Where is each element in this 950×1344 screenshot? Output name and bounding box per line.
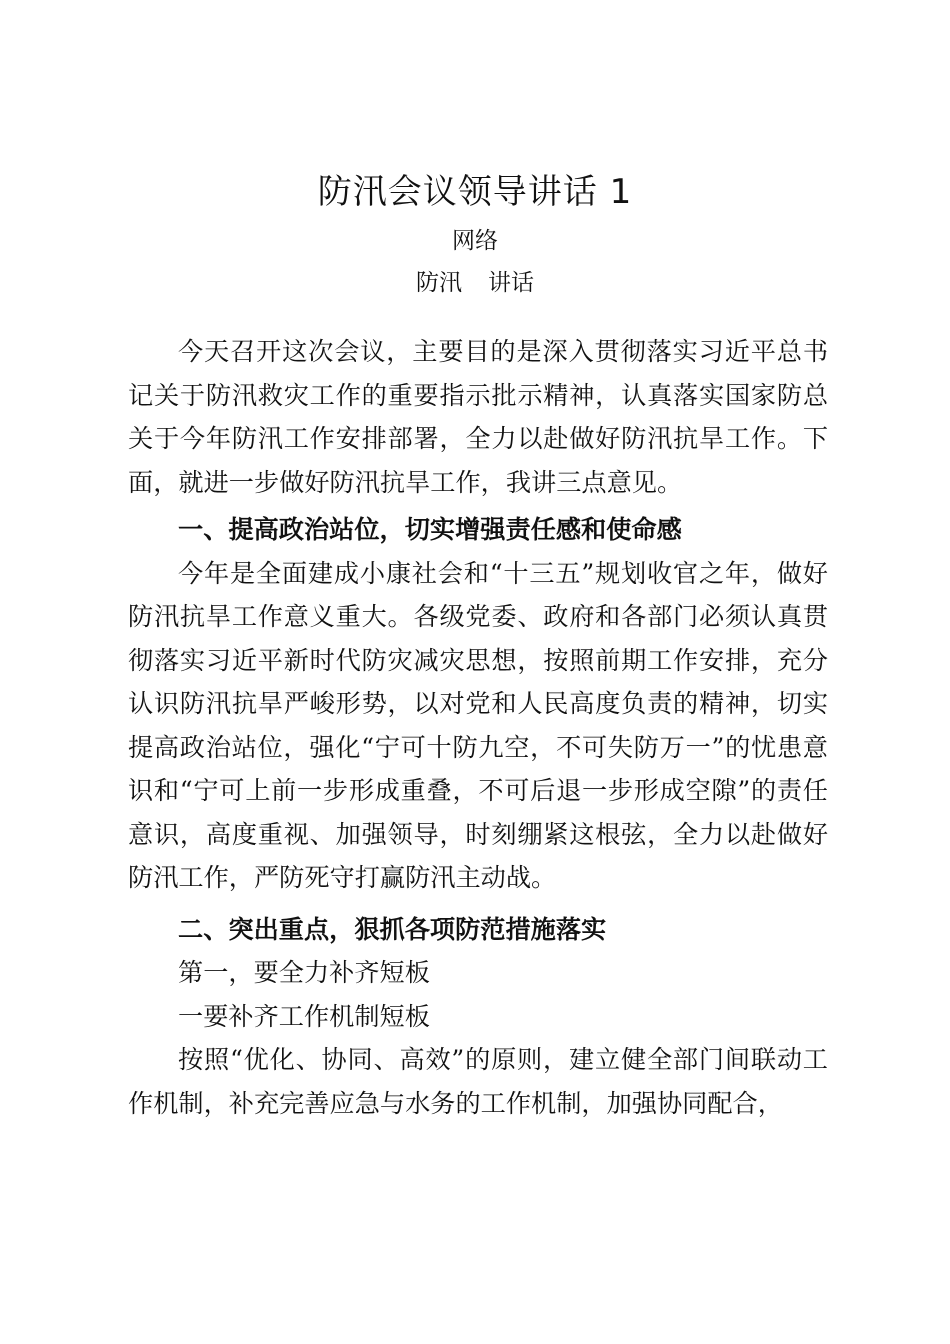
- section-1-paragraph: 今年是全面建成小康社会和“十三五”规划收官之年，做好防汛抗旱工作意义重大。各级党委、政府和各部门必须认真贯彻落实习近平新时代防灾减灾思想，按照前期工作安排，充分认识防汛抗旱严峻形势，以对党和人民高度负责的精神，切实提高政治站位，强化“宁可十防九空，不可失防万一”的忧患意识和“宁可上前一步形成重叠，不可后退一步形成空隙”的责任意识，高度重视、加强领导，时刻绷紧这根弦，全力以赴做好防汛工作，严防死守打赢防汛主动战。: [128, 558, 828, 892]
- subheading-mechanism: 一要补齐工作机制短板: [178, 1001, 430, 1031]
- tag-flood-control: 防汛: [416, 270, 462, 296]
- tag-speech: 讲话: [488, 270, 534, 296]
- document-source: 网络: [452, 228, 498, 254]
- document-title: 防汛会议领导讲话 1: [317, 172, 633, 212]
- subheading-first: 第一，要全力补齐短板: [178, 958, 430, 987]
- mechanism-paragraph: 按照“优化、协同、高效”的原则，建立健全部门间联动工作机制，补充完善应急与水务的工作机制，加强协同配合，: [128, 1045, 828, 1118]
- section-heading-1: 一、提高政治站位，切实增强责任感和使命感: [178, 514, 682, 544]
- intro-paragraph: 今天召开这次会议，主要目的是深入贯彻落实习近平总书记关于防汛救灾工作的重要指示批示精神，认真落实国家防总关于今年防汛工作安排部署，全力以赴做好防汛抗旱工作。下面，就进一步做好防汛抗旱工作，我讲三点意见。: [128, 337, 828, 497]
- document-tags: [0, 266, 950, 300]
- document-body: [128, 330, 828, 1125]
- section-heading-2: 二、突出重点，狠抓各项防范措施落实: [178, 913, 607, 944]
